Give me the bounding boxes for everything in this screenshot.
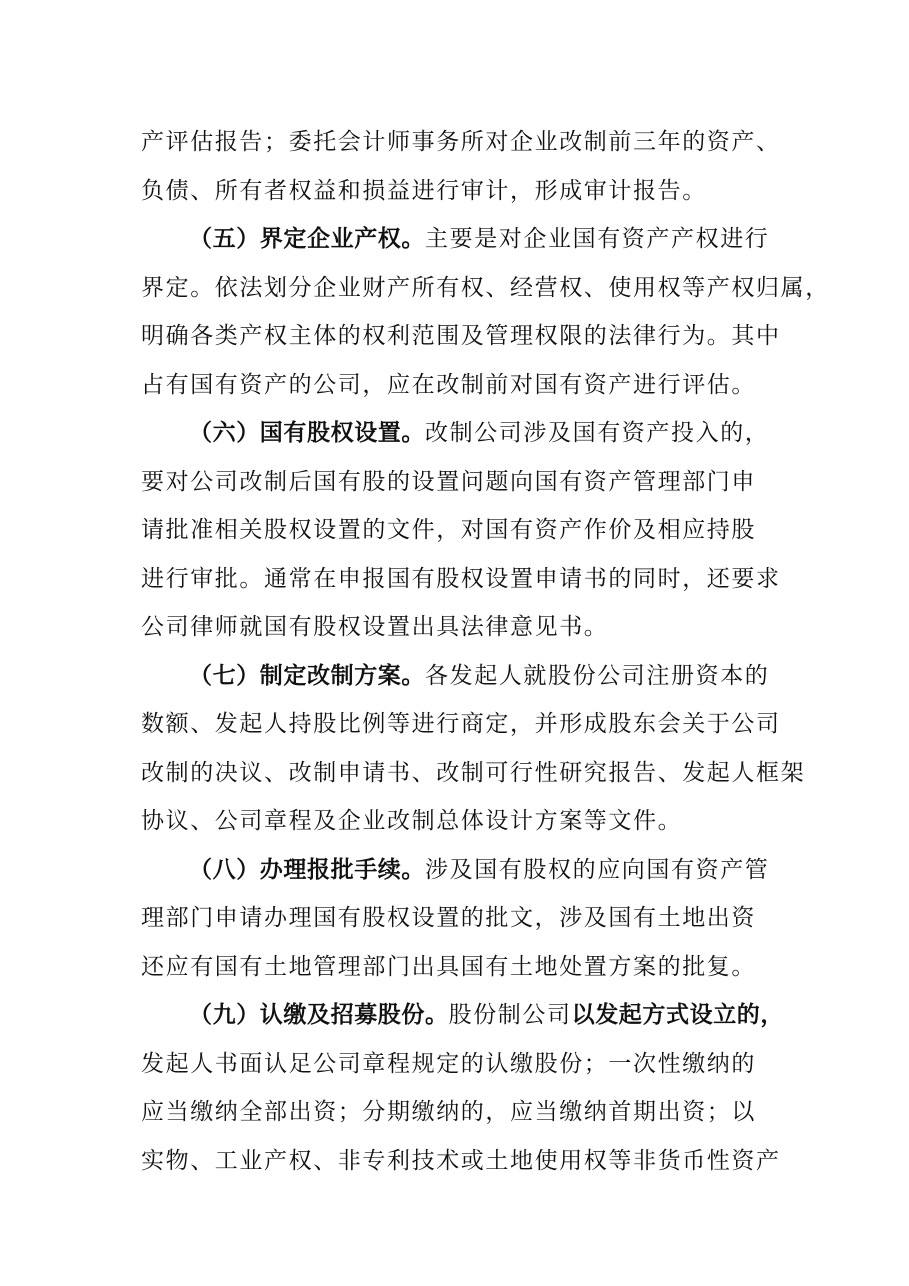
text-run: 产评估报告；委托会计师事务所对企业改制前三年的资产、 [141, 129, 781, 155]
text-line [141, 991, 785, 1040]
paragraph-9 [141, 991, 785, 1185]
paragraph-continuation [141, 118, 781, 215]
text-run: 理部门申请办理国有股权设置的批文，涉及国有土地出资 [141, 905, 756, 931]
text-line [141, 894, 773, 943]
text-run: 明确各类产权主体的权利范围及管理权限的法律行为。其中 [141, 323, 781, 349]
text-line [141, 846, 773, 895]
section-heading: （九）认缴及招募股份。 [189, 1001, 449, 1028]
text-line [141, 167, 773, 216]
text-line [141, 312, 781, 361]
section-heading: （五）界定企业产权。 [189, 225, 425, 252]
text-run: 应当缴纳全部出资；分期缴纳的，应当缴纳首期出资；以 [141, 1099, 756, 1125]
paragraph-7 [141, 652, 806, 846]
text-run: 还应有国有土地管理部门出具国有土地处置方案的批复。 [141, 953, 756, 980]
text-line [141, 1088, 773, 1137]
text-run: 要对公司改制后国有股的设置问题向国有资产管理部门申 [141, 468, 756, 495]
text-run: 改制的决议、改制申请书、改制可行性研究报告、发起人框架 [141, 759, 806, 786]
text-line [141, 797, 773, 846]
text-run: 公司律师就国有股权设置出具法律意见书。 [141, 614, 609, 640]
text-line [141, 118, 781, 167]
text-line [141, 555, 781, 604]
text-line [141, 264, 830, 313]
text-run: 请批准相关股权设置的文件，对国有资产作价及相应持股 [141, 517, 756, 543]
text-run: 改制公司涉及国有资产投入的， [425, 420, 770, 446]
text-line [141, 1137, 781, 1186]
paragraph-8 [141, 846, 773, 992]
text-run: 主要是对企业国有资产产权进行 [425, 226, 770, 252]
text-run: 涉及国有股权的应向国有资产管 [425, 856, 770, 883]
text-run: 数额、发起人持股比例等进行商定，并形成股东会关于公司 [141, 711, 781, 737]
paragraph-6 [141, 409, 781, 652]
text-line [141, 603, 773, 652]
text-run: 占有国有资产的公司，应在改制前对国有资产进行评估。 [141, 371, 756, 398]
text-line [141, 506, 773, 555]
section-heading: （六）国有股权设置。 [189, 419, 425, 446]
text-run: 协议、公司章程及企业改制总体设计方案等文件。 [141, 808, 683, 834]
text-line [141, 749, 806, 798]
text-line [141, 943, 773, 992]
text-run: 界定。依法划分企业财产所有权、经营权、使用权等产权归属， [141, 274, 830, 301]
section-heading: （八）办理报批手续。 [189, 855, 425, 883]
text-run: 股份制公司 [448, 1002, 572, 1028]
text-run: 进行审批。通常在申报国有股权设置申请书的同时，还要求 [141, 565, 781, 592]
section-heading: （七）制定改制方案。 [189, 661, 425, 689]
paragraph-5 [141, 215, 830, 409]
text-line [141, 361, 773, 410]
text-line [141, 215, 773, 264]
text-line [141, 700, 781, 749]
text-line [141, 409, 773, 458]
text-run: 负债、所有者权益和损益进行审计，形成审计报告。 [141, 177, 707, 204]
text-run: 各发起人就股份公司注册资本的 [425, 662, 770, 689]
text-line [141, 1040, 773, 1089]
body-text [141, 118, 830, 1185]
text-line [141, 458, 773, 507]
text-run: 发起人书面认足公司章程规定的认缴股份；一次性缴纳的 [141, 1050, 756, 1077]
text-run: 实物、工业产权、非专利技术或土地使用权等非货币性资产 [141, 1147, 781, 1174]
text-line [141, 652, 773, 701]
emphasis-text: 以发起方式设立的， [571, 1001, 785, 1028]
